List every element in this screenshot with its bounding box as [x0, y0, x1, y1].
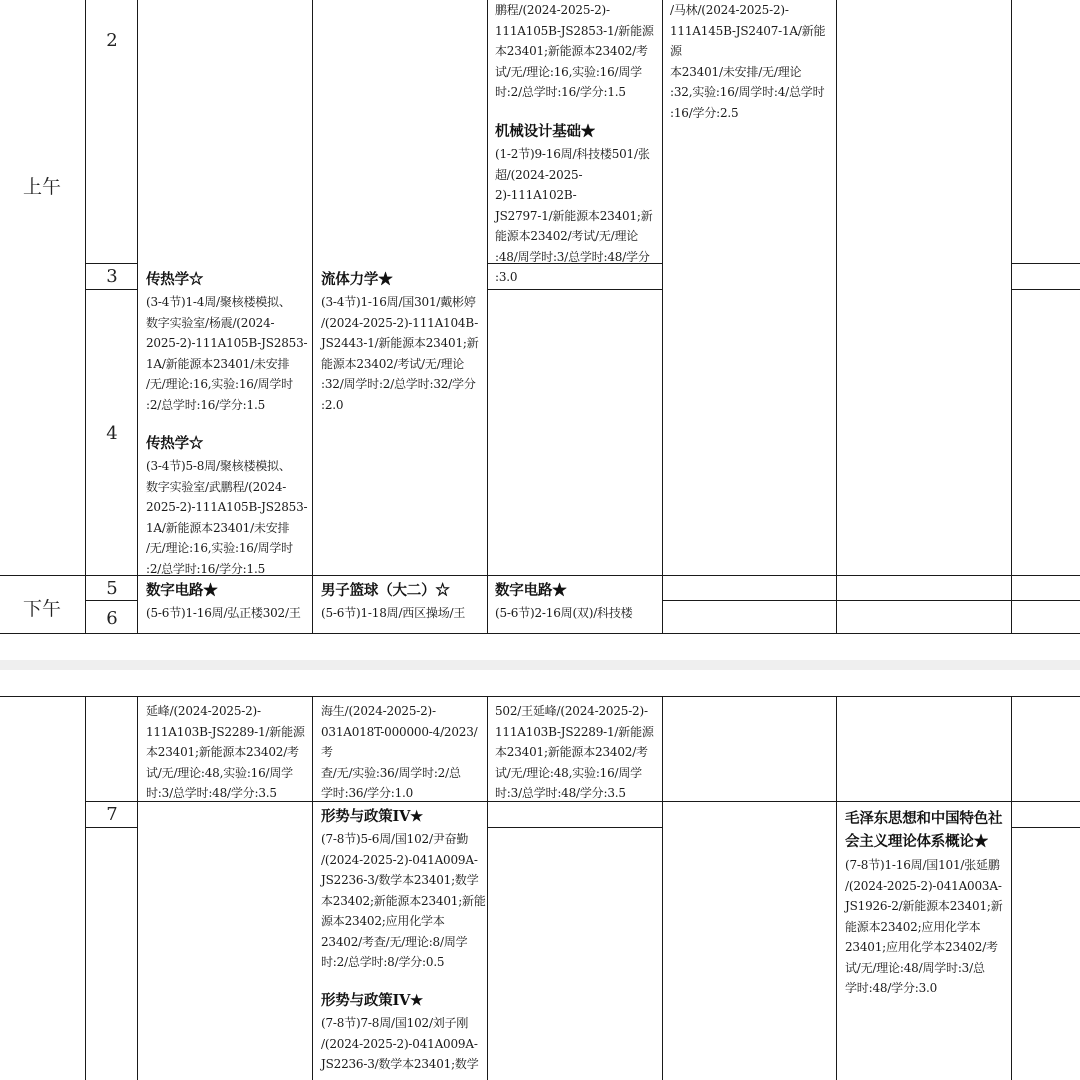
course-detail: JS2797-1/新能源本23401;新 [495, 208, 653, 223]
course-detail: 111A103B-JS2289-1/新能源 [495, 724, 654, 739]
segment-label-afternoon: 下午 [22, 598, 61, 620]
course-detail: (7-8节)5-6周/国102/尹奋勤 [321, 832, 469, 846]
course-title: 男子篮球（大二）☆ [321, 582, 450, 599]
course-detail: 本23401;新能源本23402/考 [495, 44, 648, 58]
course-title: 数字电路★ [495, 582, 567, 599]
course-detail: :3.0 [495, 270, 518, 284]
course-detail: 试/无/理论:16,实验:16/周学 [495, 64, 642, 79]
course-detail: 2025-2)-111A105B-JS2853- [146, 500, 308, 514]
course-detail: /无/理论:16,实验:16/周学时 [146, 541, 293, 555]
course-detail: 试/无/理论:48,实验:16/周学 [146, 765, 293, 780]
course-block[interactable] [495, 581, 660, 624]
course-detail: :32/周学时:2/总学时:32/学分 [321, 377, 476, 391]
course-title: 毛泽东思想和中国特色社会主义理论体系概论★ [845, 810, 1003, 850]
course-detail: /(2024-2025-2)-111A104B- [321, 315, 479, 330]
course-detail: /马林/(2024-2025-2)- [670, 3, 789, 17]
course-title: 机械设计基础★ [495, 123, 596, 140]
period-number-3: 3 [106, 266, 118, 287]
grid-line [487, 827, 662, 828]
course-detail: 本23401;新能源本23402/考 [146, 745, 299, 759]
course-detail: 502/王延峰/(2024-2025-2)- [495, 704, 648, 718]
course-detail: 本23402;新能源本23401;新能 [321, 893, 486, 908]
grid-line [312, 696, 313, 1080]
course-detail: 时:2/总学时:8/学分:0.5 [321, 955, 445, 969]
course-detail: 学时:36/学分:1.0 [321, 786, 414, 800]
course-detail: /无/理论:16,实验:16/周学时 [146, 377, 293, 391]
grid-line [85, 600, 137, 601]
course-block[interactable] [845, 807, 1007, 999]
course-block[interactable] [146, 701, 311, 804]
course-title: 数字电路★ [146, 582, 218, 599]
course-detail: (7-8节)1-16周/国101/张延鹏 [845, 858, 1000, 872]
course-detail: 23401;应用化学本23402/考 [845, 940, 998, 954]
course-detail: JS1926-2/新能源本23401;新 [845, 899, 1003, 913]
course-detail: 能源本23402/考试/无/理论 [321, 356, 465, 371]
period-number-7: 7 [106, 804, 118, 825]
grid-line [1011, 696, 1012, 1080]
grid-line [1011, 263, 1080, 264]
course-block[interactable] [321, 581, 486, 624]
grid-line [137, 0, 138, 634]
course-detail: :2/总学时:16/学分:1.5 [146, 397, 266, 412]
course-detail: 时:3/总学时:48/学分:3.5 [495, 786, 626, 800]
course-detail: 111A105B-JS2853-1/新能源 [495, 23, 654, 38]
course-detail: (3-4节)1-16周/国301/戴彬婷 [321, 295, 476, 309]
course-detail: 1A/新能源本23401/未安排 [146, 520, 290, 535]
course-detail: :16/学分:2.5 [670, 105, 739, 120]
course-block[interactable] [146, 270, 311, 415]
grid-line [1011, 0, 1012, 634]
course-detail: 超/(2024-2025-2)-111A102B- [495, 167, 583, 202]
course-block[interactable] [146, 434, 311, 579]
course-title: 传热学☆ [146, 435, 204, 452]
grid-line [487, 289, 662, 290]
course-block[interactable] [495, 0, 660, 103]
course-block[interactable] [321, 701, 486, 804]
course-detail: :32,实验:16/周学时:4/总学时 [670, 85, 825, 99]
page-break [0, 660, 1080, 670]
course-detail: 延峰/(2024-2025-2)- [146, 704, 261, 718]
grid-line [0, 633, 1080, 634]
course-detail: JS2443-1/新能源本23401;新 [321, 336, 479, 350]
course-title: 形势与政策IV★ [321, 992, 423, 1009]
course-detail: (7-8节)7-8周/国102/刘子刚 [321, 1016, 469, 1030]
course-detail: 23402/考查/无/理论:8/周学 [321, 934, 468, 949]
period-number-2: 2 [106, 30, 118, 51]
course-detail: (3-4节)1-4周/聚核楼模拟、 [146, 295, 291, 309]
course-detail: (5-6节)1-18周/西区操场/王 [321, 606, 466, 620]
course-detail: 源本23402;应用化学本 [321, 914, 445, 928]
course-detail: 试/无/理论:48,实验:16/周学 [495, 765, 642, 780]
period-number-4: 4 [106, 423, 118, 444]
grid-line [487, 696, 488, 1080]
course-detail: JS2236-3/数学本23401;数学 [321, 873, 479, 887]
course-detail: /(2024-2025-2)-041A009A- [321, 852, 478, 867]
course-detail: 学时:48/学分:3.0 [845, 981, 938, 995]
course-detail: 111A103B-JS2289-1/新能源 [146, 724, 305, 739]
grid-line [662, 600, 1080, 601]
grid-line [85, 289, 137, 290]
course-detail: 2025-2)-111A105B-JS2853- [146, 336, 308, 350]
course-detail: 数字实验室/武鹏程/(2024- [146, 479, 287, 494]
course-detail: 查/无/实验:36/周学时:2/总 [321, 765, 461, 780]
grid-line [137, 696, 138, 1080]
course-detail: (3-4节)5-8周/聚核楼模拟、 [146, 459, 291, 473]
course-detail: 031A018T-000000-4/2023/考 [321, 724, 478, 759]
grid-line [1011, 289, 1080, 290]
course-detail: (5-6节)2-16周(双)/科技楼 [495, 606, 633, 620]
course-block[interactable] [495, 122, 660, 288]
grid-line [662, 696, 663, 1080]
course-detail: 海生/(2024-2025-2)- [321, 704, 436, 718]
grid-line [836, 696, 837, 1080]
grid-line [0, 696, 1080, 697]
course-detail: 能源本23402/考试/无/理论 [495, 229, 639, 243]
course-detail: /(2024-2025-2)-041A009A- [321, 1036, 478, 1051]
course-title: 流体力学★ [321, 271, 393, 288]
course-title: 传热学☆ [146, 271, 204, 288]
course-detail: 鹏程/(2024-2025-2)- [495, 3, 610, 17]
period-number-6: 6 [106, 608, 118, 629]
course-block[interactable] [321, 270, 486, 415]
course-detail: (5-6节)1-16周/弘正楼302/王 [146, 606, 301, 620]
course-detail: :2.0 [321, 397, 344, 412]
course-detail: 时:2/总学时:16/学分:1.5 [495, 85, 626, 99]
grid-line [1011, 827, 1080, 828]
course-detail: 本23401;新能源本23402/考 [495, 745, 648, 759]
course-detail: :48/周学时:3/总学时:48/学分 [495, 249, 650, 264]
course-detail: 时:3/总学时:48/学分:3.5 [146, 786, 277, 800]
course-detail: 数字实验室/杨震/(2024- [146, 315, 275, 330]
grid-line [85, 827, 137, 828]
grid-line [662, 0, 663, 634]
course-block[interactable] [670, 0, 835, 123]
course-detail: JS2236-3/数学本23401;数学 [321, 1057, 479, 1071]
course-detail: :2/总学时:16/学分:1.5 [146, 561, 266, 576]
course-detail: 试/无/理论:48/周学时:3/总 [845, 960, 985, 975]
course-detail: (1-2节)9-16周/科技楼501/张 [495, 147, 650, 161]
course-block[interactable] [495, 701, 660, 804]
course-detail: 能源本23402;应用化学本 [845, 919, 981, 934]
course-detail: 本23401/未安排/无/理论 [670, 64, 802, 79]
grid-line [85, 0, 86, 634]
course-title: 形势与政策IV★ [321, 808, 423, 825]
grid-line [487, 0, 488, 634]
course-detail: 111A145B-JS2407-1A/新能源 [670, 23, 826, 58]
course-detail: /(2024-2025-2)-041A003A- [845, 878, 1002, 893]
segment-label-morning: 上午 [22, 176, 61, 198]
course-detail: 1A/新能源本23401/未安排 [146, 356, 290, 371]
course-block[interactable] [321, 991, 486, 1075]
grid-line [85, 263, 137, 264]
grid-line [836, 0, 837, 634]
period-number-5: 5 [106, 578, 118, 599]
course-block[interactable] [321, 807, 486, 973]
grid-line [85, 696, 86, 1080]
course-block[interactable] [146, 581, 311, 624]
grid-line [312, 0, 313, 634]
